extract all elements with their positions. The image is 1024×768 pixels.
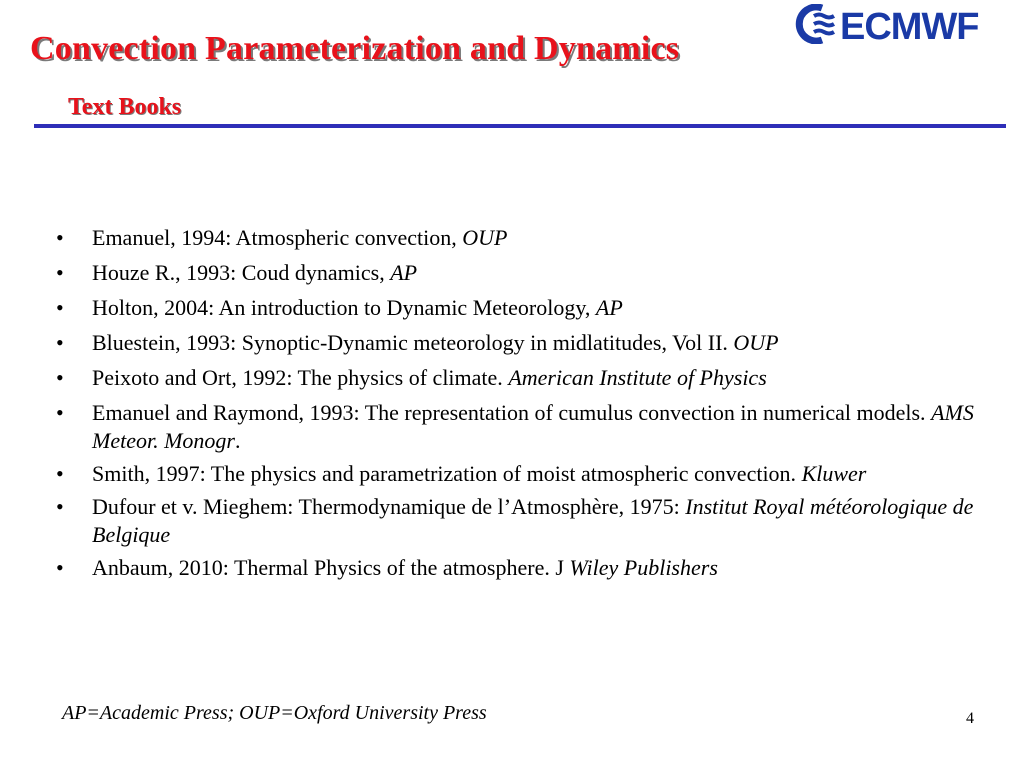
bullet-icon: • [56,365,64,390]
title-divider [34,124,1006,128]
reference-item [56,399,996,455]
reference-text: Dufour et v. Mieghem: Thermodynamique de l’Atmosphère, 1975: [92,494,686,519]
reference-publisher: AP [390,260,418,285]
bullet-icon: • [56,461,64,486]
page-number: 4 [966,710,974,727]
reference-text: Emanuel and Raymond, 1993: The representation of cumulus convection in numerical models. [92,400,932,425]
reference-publisher: Wiley Publishers [569,555,718,580]
reference-item [56,224,996,252]
bullet-icon: • [56,494,64,519]
reference-suffix: . [234,428,241,453]
bullet-icon: • [56,295,64,320]
bullet-icon: • [56,260,64,285]
reference-publisher: American Institute of Physics [508,365,767,390]
reference-item [56,460,996,488]
slide-subtitle: Text Books [68,94,182,120]
reference-publisher: AP [595,295,623,320]
reference-publisher: OUP [733,330,779,355]
reference-text: Smith, 1997: The physics and parametrization of moist atmospheric convection. [92,461,802,486]
publisher-abbreviations-footnote: AP=Academic Press; OUP=Oxford University Press [62,702,487,724]
reference-text: Emanuel, 1994: Atmospheric convection, [92,225,463,250]
reference-publisher: AMS Meteor. Monogr [92,400,974,453]
bullet-icon: • [56,330,64,355]
ecmwf-logo-mark-icon [799,7,834,41]
reference-text: Peixoto and Ort, 1992: The physics of climate. [92,365,509,390]
reference-text: Anbaum, 2010: Thermal Physics of the atmosphere. J [92,555,570,580]
slide-title: Convection Parameterization and Dynamics [30,30,680,67]
reference-text: Holton, 2004: An introduction to Dynamic Meteorology, [92,295,596,320]
bullet-icon: • [56,400,64,425]
reference-text: Bluestein, 1993: Synoptic-Dynamic meteorology in midlatitudes, Vol II. [92,330,734,355]
ecmwf-logo [792,4,1018,44]
reference-publisher: Kluwer [801,461,867,486]
reference-text: Houze R., 1993: Coud dynamics, [92,260,391,285]
bullet-icon: • [56,555,64,580]
reference-list [56,224,996,589]
reference-item [56,493,996,549]
reference-item [56,329,996,357]
reference-item [56,294,996,322]
reference-publisher: Institut Royal météorologique de Belgique [92,494,974,547]
bullet-icon: • [56,225,64,250]
reference-item [56,259,996,287]
reference-item [56,364,996,392]
reference-publisher: OUP [462,225,508,250]
reference-item [56,554,996,582]
ecmwf-logo-text: ECMWF [840,6,979,44]
